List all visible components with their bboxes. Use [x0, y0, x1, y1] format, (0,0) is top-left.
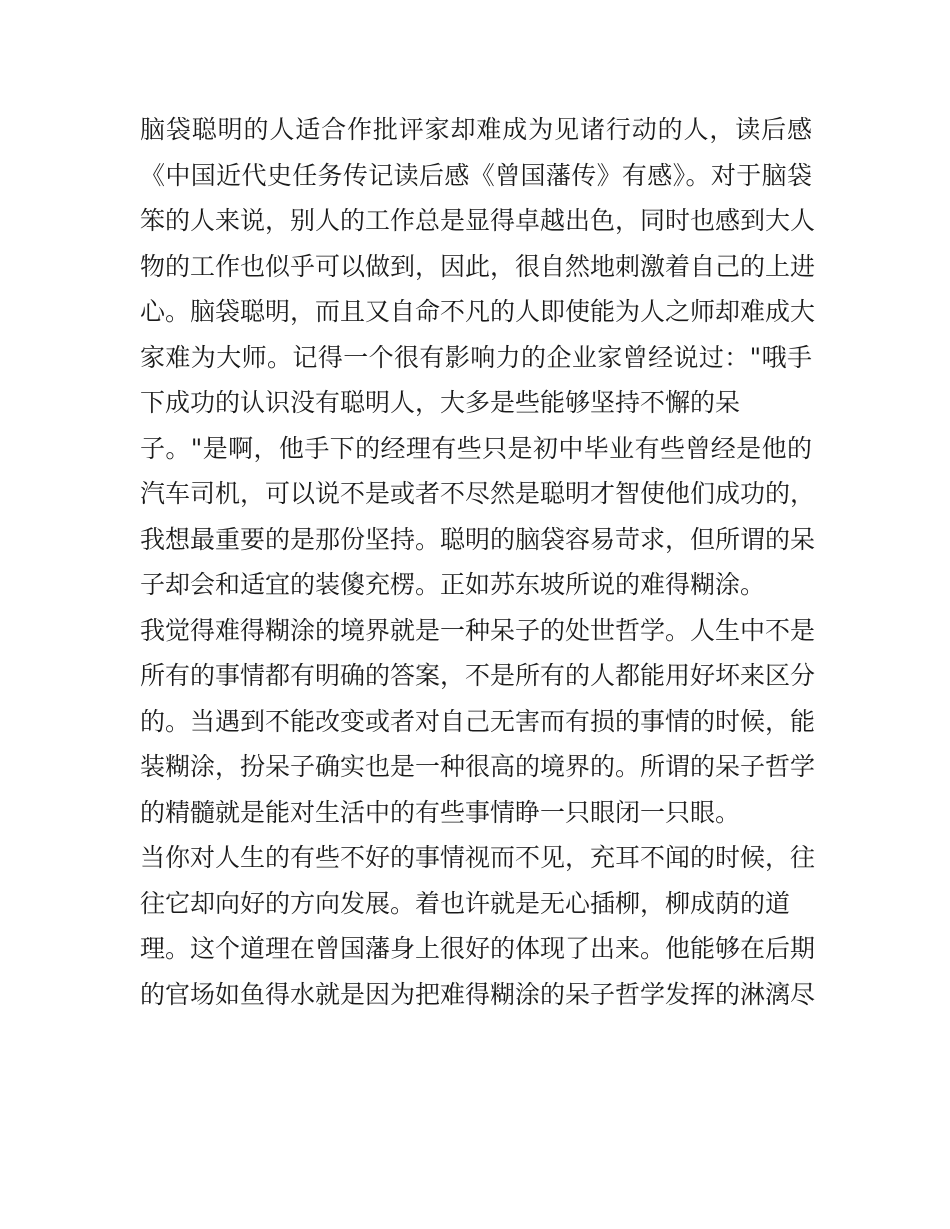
text-line: 子却会和适宜的装傻充楞。正如苏东坡所说的难得糊涂。: [140, 570, 766, 599]
text-line: 所有的事情都有明确的答案，不是所有的人都能用好坏来区分: [140, 661, 816, 690]
text-line: 笨的人来说，别人的工作总是显得卓越出色，同时也感到大人: [140, 206, 816, 235]
text-line: 下成功的认识没有聪明人，大多是些能够坚持不懈的呆: [140, 388, 741, 417]
text-line: 往它却向好的方向发展。着也许就是无心插柳，柳成荫的道: [140, 888, 791, 918]
text-line: 心。脑袋聪明，而且又自命不凡的人即使能为人之师却难成大: [140, 297, 816, 326]
text-line: 的。当遇到不能改变或者对自己无害而有损的事情的时候，能: [140, 706, 816, 736]
text-line: 我想最重要的是那份坚持。聪明的脑袋容易苛求，但所谓的呆: [140, 524, 816, 554]
text-line: 脑袋聪明的人适合作批评家却难成为见诸行动的人，读后感: [140, 115, 812, 144]
document-body-text: [140, 107, 816, 1017]
text-line: 的官场如鱼得水就是因为把难得糊涂的呆子哲学发挥的淋漓尽: [140, 979, 816, 1009]
text-line: 汽车司机，可以说不是或者不尽然是聪明才智使他们成功的，: [140, 479, 816, 508]
text-line: 家难为大师。记得一个很有影响力的企业家曾经说过："哦手: [140, 342, 812, 372]
text-line: 子。"是啊，他手下的经理有些只是初中毕业有些曾经是他的: [140, 433, 812, 463]
text-line: 的精髓就是能对生活中的有些事情睁一只眼闭一只眼。: [140, 797, 741, 827]
text-line: 当你对人生的有些不好的事情视而不见，充耳不闻的时候，往: [140, 843, 816, 872]
text-line: 《中国近代史任务传记读后感《曾国藩传》有感》。对于脑袋: [140, 160, 812, 190]
text-line: 装糊涂，扮呆子确实也是一种很高的境界的。所谓的呆子哲学: [140, 752, 816, 781]
text-line: 我觉得难得糊涂的境界就是一种呆子的处世哲学。人生中不是: [140, 615, 816, 645]
text-line: 物的工作也似乎可以做到，因此，很自然地刺激着自己的上进: [140, 251, 816, 281]
text-line: 理。这个道理在曾国藩身上很好的体现了出来。他能够在后期: [140, 934, 816, 963]
